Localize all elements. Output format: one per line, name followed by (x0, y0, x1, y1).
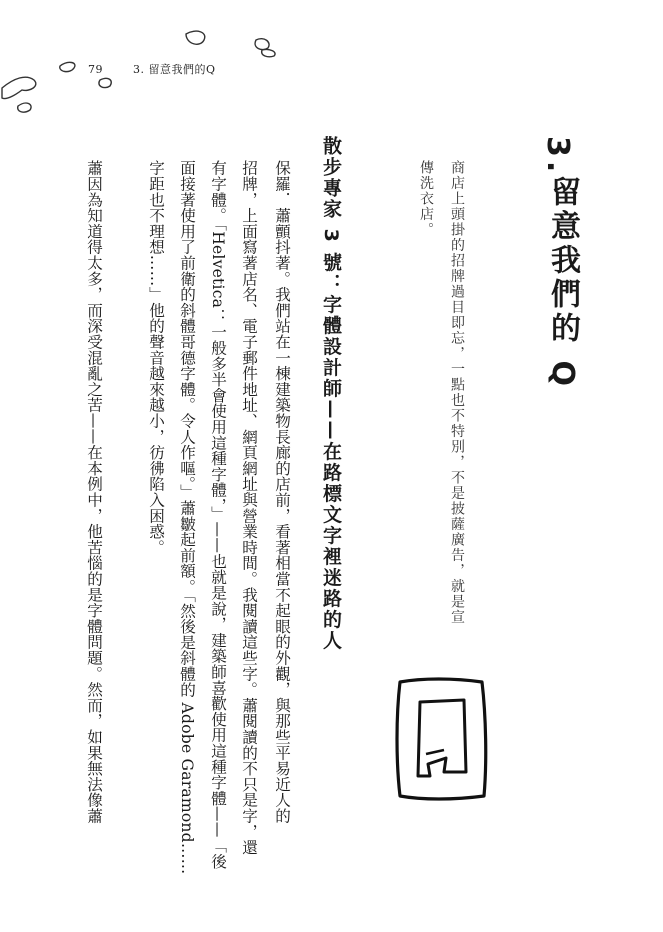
body-column-4: 面接著使用了前衛的斜體哥德字體。令人作嘔。」蕭皺起前額。「然後是斜體的 Adobe Garamond…… (178, 160, 196, 875)
body-column-7: 蕭因為知道得太多，而深受混亂之苦——在本例中，他苦惱的是字體問題。然而，如果無法像蕭 (85, 160, 103, 824)
body-column-3: 有字體。「Helvetica：一般多半會使用這種字體，」——也就是說，建築師喜歡使用這種字體——「後 (209, 160, 227, 870)
body-column-2: 招牌，上面寫著店名、電子郵件地址、網頁網址與營業時間。我閱讀這些字。蕭閱讀的不只是字，還 (240, 160, 258, 856)
running-head (88, 61, 216, 77)
running-head-chapter: 3. 留意我們的Q (133, 63, 216, 76)
chapter-title: 留意我們的 Q (545, 176, 580, 390)
body-column-5: 字距也不理想……」他的聲音越來越小，彷彿陷入困惑。 (147, 160, 165, 555)
chapter-title-number: 3. (540, 136, 575, 177)
epigraph-line-2: 傳洗衣店。 (418, 160, 434, 238)
q-sign-illustration (392, 676, 492, 804)
epigraph-line-1: 商店上頭掛的招牌過目即忘，一點也不特別，不是披薩廣告，就是宣 (449, 160, 465, 625)
section-heading: 散步專家 3 號：字體設計師——在路標文字裡迷路的人 (320, 136, 342, 652)
page-number: 79 (88, 63, 103, 76)
doodle-decoration (0, 0, 300, 120)
body-column-1: 保羅．蕭顫抖著。我們站在一棟建築物長廊的店前，看著相當不起眼的外觀，與那些平易近人的 (273, 160, 291, 824)
